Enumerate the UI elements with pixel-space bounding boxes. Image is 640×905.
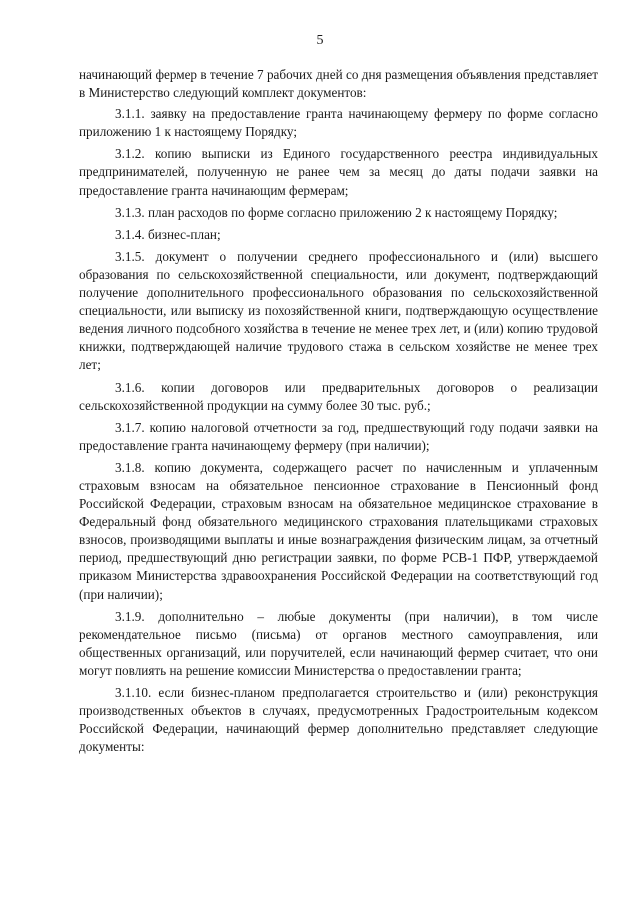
paragraph-3-1-1: 3.1.1. заявку на предоставление гранта начинающему фермеру по форме согласно приложению 1 к настоящему Порядку; xyxy=(79,106,598,140)
paragraph-3-1-4: 3.1.4. бизнес-план; xyxy=(115,226,221,242)
paragraph-3-1-2: 3.1.2. копию выписки из Единого государственного реестра индивидуальных предпринимателей, полученную не ранее чем за месяц до даты подачи заявки на предоставление гранта начинающим фермерам; xyxy=(79,146,598,198)
page-number: 5 xyxy=(316,33,324,48)
paragraph-3-1-5: 3.1.5. документ о получении среднего профессионального и (или) высшего образования по сельскохозяйственной специальности, или документ, подтверждающий получение дополнительного профессионального образования по сельскохозяйственной специальности, или выписку из похозяйственной книги, подтверждающую осуществление ведения личного подсобного хозяйства в течение не менее трех лет, и (или) копию трудовой книжки, подтверждающей наличие трудового стажа в сельском хозяйстве не менее трех лет; xyxy=(79,248,598,373)
paragraph-3-1-8: 3.1.8. копию документа, содержащего расчет по начисленным и уплаченным страховым взносам на обязательное пенсионное страхование в Пенсионный фонд Российской Федерации, страховым взносам на обязательное медицинское страхование в Федеральный фонд обязательного медицинского страхования плательщиками страховых взносов, производящими выплаты и иные вознаграждения физическим лицам, за отчетный период, предшествующий дню регистрации заявки, по форме РСВ-1 ПФР, утверждаемой приказом Министерства здравоохранения Российской Федерации на соответствующий год (при наличии); xyxy=(79,459,598,602)
document-body xyxy=(79,66,598,760)
paragraph-3-1-6: 3.1.6. копии договоров или предварительных договоров о реализации сельскохозяйственной продукции на сумму более 30 тыс. руб.; xyxy=(79,379,598,413)
paragraph-3-1-10: 3.1.10. если бизнес-планом предполагается строительство и (или) реконструкция производственных объектов в случаях, предусмотренных Градостроительным кодексом Российской Федерации, начинающий фермер дополнительно представляет следующие документы: xyxy=(79,685,598,755)
paragraph-intro: начинающий фермер в течение 7 рабочих дней со дня размещения объявления представляет в Министерство следующий комплект документов: xyxy=(79,67,598,101)
paragraph-3-1-7: 3.1.7. копию налоговой отчетности за год, предшествующий году подачи заявки на предоставление гранта начинающему фермеру (при наличии); xyxy=(79,419,598,453)
paragraph-3-1-3: 3.1.3. план расходов по форме согласно приложению 2 к настоящему Порядку; xyxy=(115,204,558,220)
paragraph-3-1-9: 3.1.9. дополнительно – любые документы (при наличии), в том числе рекомендательное письмо (письма) от органов местного самоуправления, или общественных организаций, или поручителей, если начинающий фермер считает, что они могут повлиять на решение комиссии Министерства о предоставлении гранта; xyxy=(79,608,598,678)
